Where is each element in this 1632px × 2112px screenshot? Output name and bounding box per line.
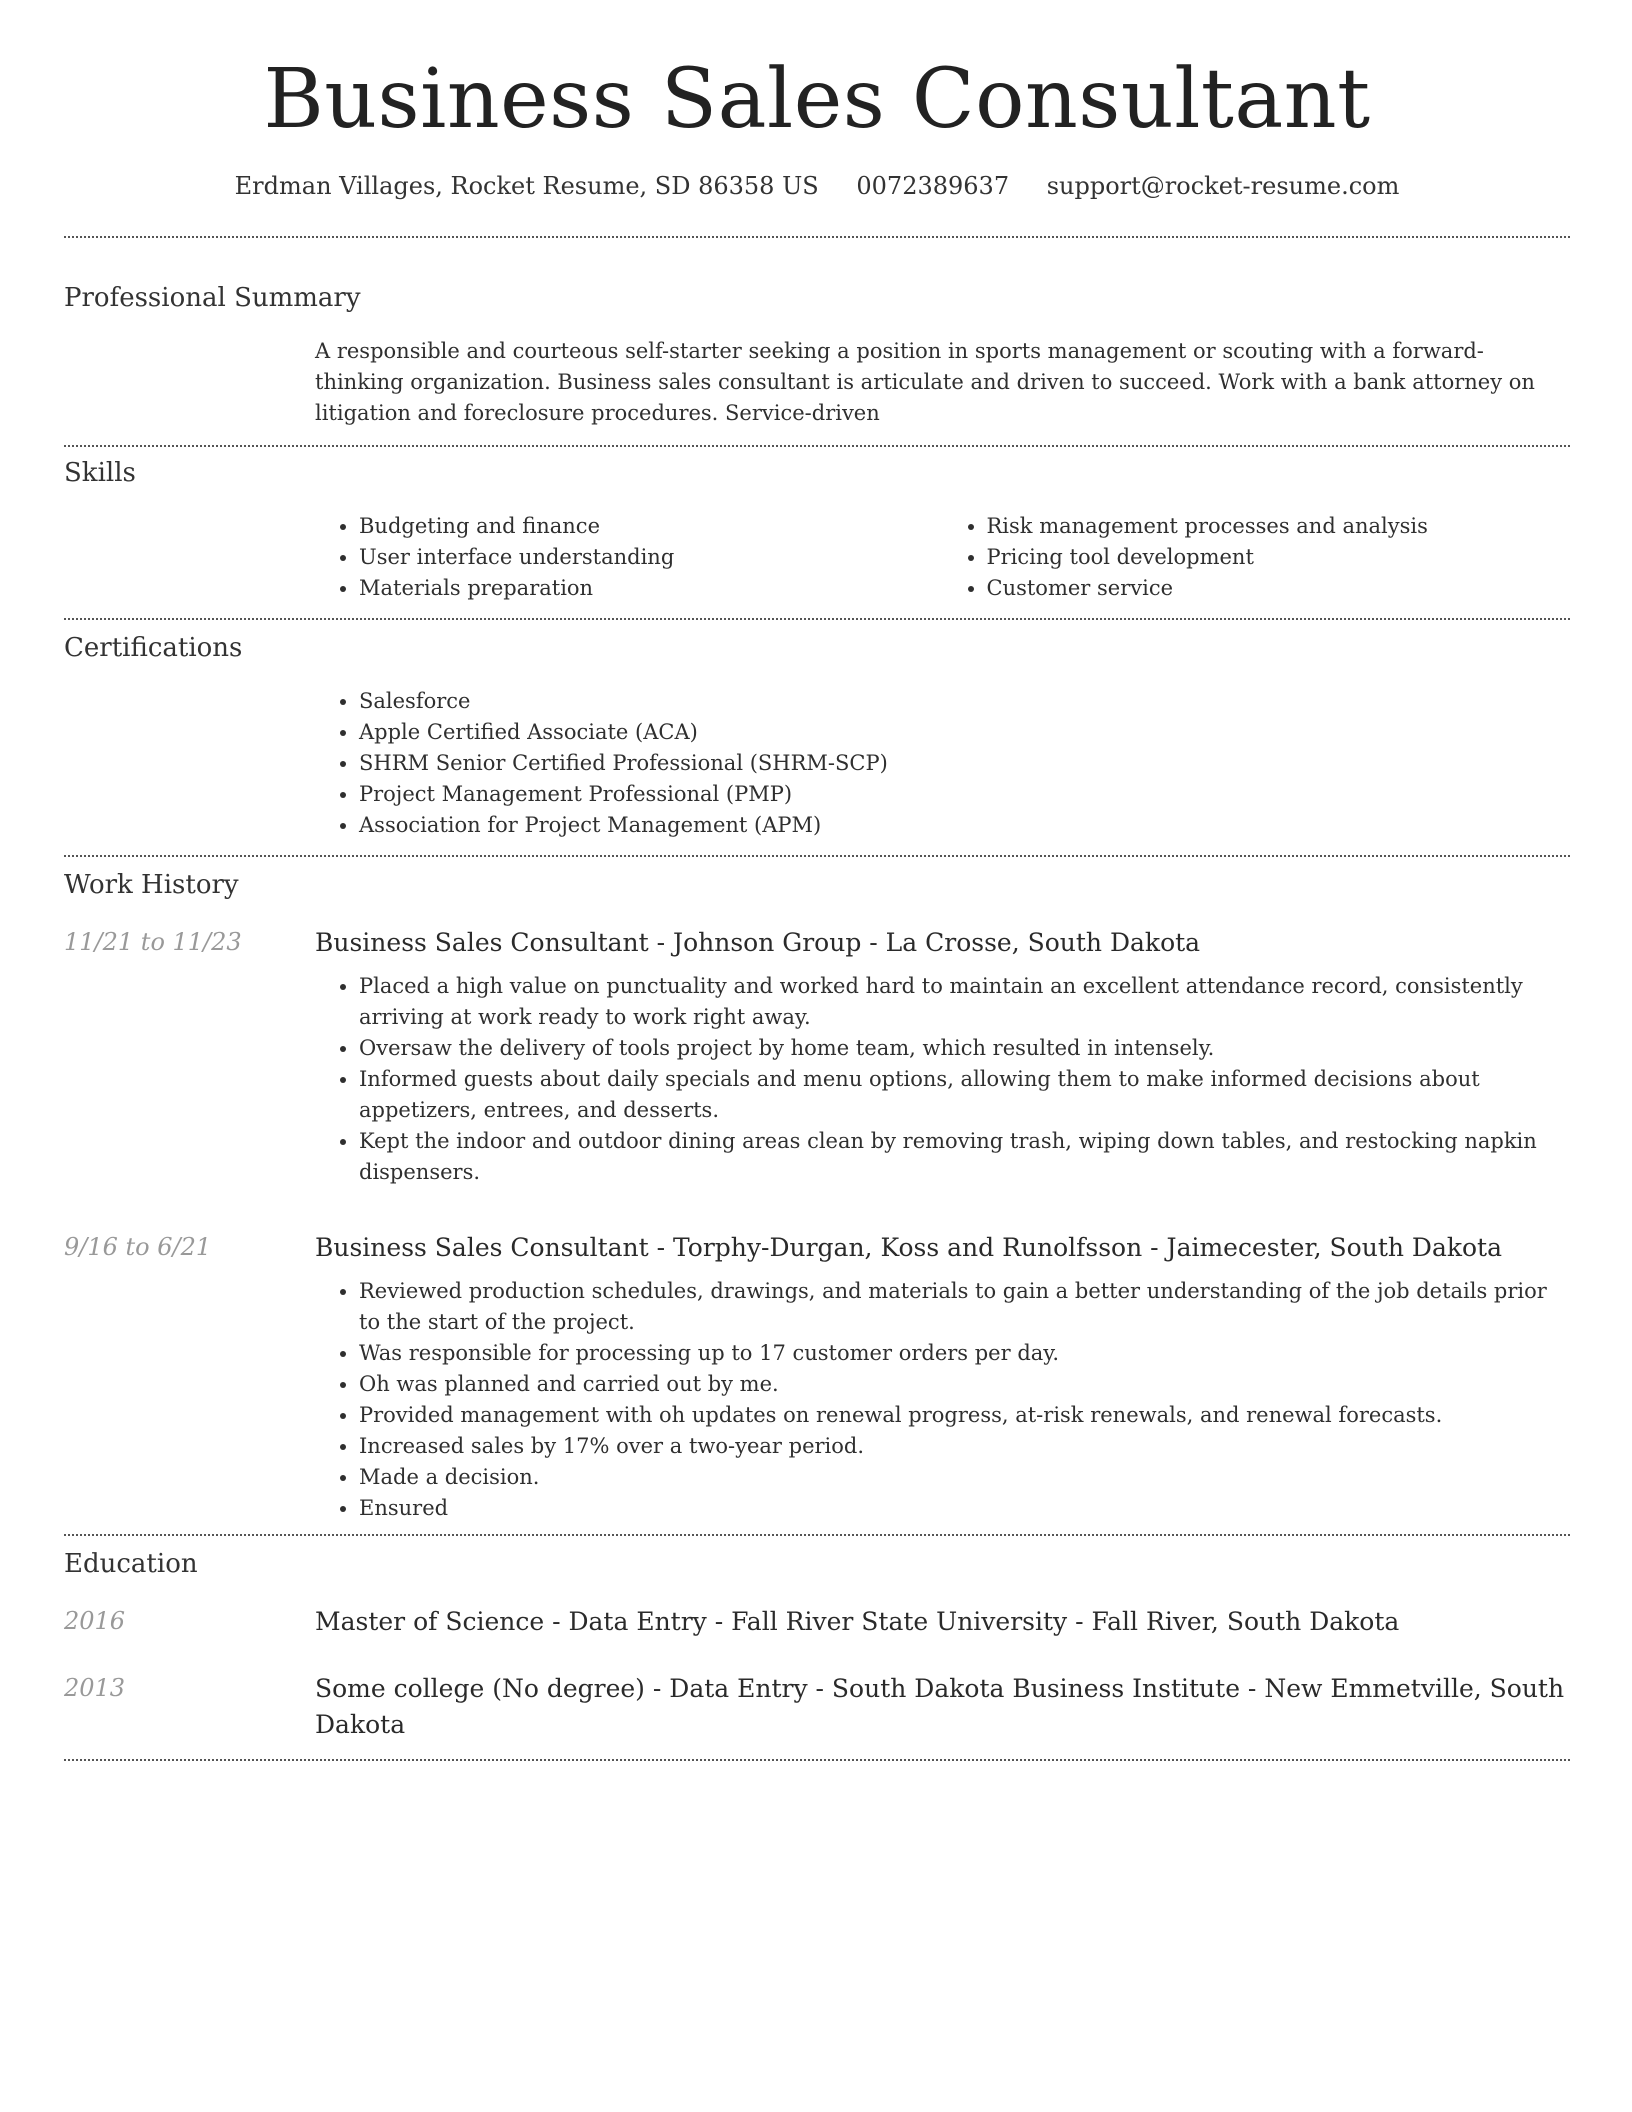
section-summary — [64, 238, 1570, 445]
skill-item: • User interface understanding — [359, 542, 943, 573]
contact-line — [64, 170, 1570, 202]
job-details — [315, 971, 1570, 1188]
skills-grid — [315, 511, 1570, 604]
job-bullet: • Was responsible for processing up to 17 customer orders per day. — [359, 1338, 1570, 1369]
skill-item: • Materials preparation — [359, 573, 943, 604]
skill-item: • Budgeting and finance — [359, 511, 943, 542]
skill-item: • Pricing tool development — [987, 542, 1571, 573]
job-bullets — [315, 971, 1570, 1188]
education-year: 2016 — [64, 1607, 126, 1635]
job-details — [315, 1276, 1570, 1524]
job-bullet: • Kept the indoor and outdoor dining areas clean by removing trash, wiping down tables, and restocking napkin dispensers. — [359, 1126, 1570, 1188]
resume-name: Business Sales Consultant — [263, 52, 1371, 147]
certifications-content — [315, 686, 1570, 841]
certification-item: • Project Management Professional (PMP) — [359, 779, 1570, 810]
contact-email[interactable]: support@rocket-resume.com — [1046, 172, 1400, 200]
skill-item: • Risk management processes and analysis — [987, 511, 1571, 542]
job-entry — [64, 925, 1570, 1188]
education-year: 2013 — [64, 1674, 126, 1702]
skill-item: • Customer service — [987, 573, 1571, 604]
certification-item: • Salesforce — [359, 686, 1570, 717]
job-dates: 11/21 to 11/23 — [64, 928, 242, 956]
job-bullet: • Oh was planned and carried out by me. — [359, 1369, 1570, 1400]
contact-phone: 0072389637 — [856, 172, 1010, 200]
contact-address: Erdman Villages, Rocket Resume, SD 86358 US — [234, 172, 819, 200]
job-heading: Business Sales Consultant - Torphy-Durgan, Koss and Runolfsson - Jaimecester, South Dakota — [315, 1233, 1503, 1262]
education-entry — [64, 1671, 1570, 1743]
job-bullet: • Ensured — [359, 1493, 1570, 1524]
education-entry — [64, 1604, 1570, 1640]
job-bullet: • Increased sales by 17% over a two-year period. — [359, 1431, 1570, 1462]
section-title-education: Education — [64, 1549, 198, 1579]
resume-page — [64, 0, 1570, 1761]
education-detail: Master of Science - Data Entry - Fall River State University - Fall River, South Dakota — [315, 1607, 1400, 1636]
job-entry — [64, 1230, 1570, 1524]
section-title-work-history: Work History — [64, 870, 239, 900]
job-bullet: • Placed a high value on punctuality and worked hard to maintain an excellent attendance record, consistently arriving at work ready to work right away. — [359, 971, 1570, 1033]
job-bullet: • Oversaw the delivery of tools project by home team, which resulted in intensely. — [359, 1033, 1570, 1064]
certification-item: • SHRM Senior Certified Professional (SHRM-SCP) — [359, 748, 1570, 779]
job-bullet: • Made a decision. — [359, 1462, 1570, 1493]
skills-list-right — [943, 511, 1571, 604]
certification-item: • Association for Project Management (APM) — [359, 810, 1570, 841]
section-education — [64, 1536, 1570, 1759]
certification-item: • Apple Certified Associate (ACA) — [359, 717, 1570, 748]
summary-text: A responsible and courteous self-starter seeking a position in sports management or scouting with a forward-thinking organization. Business sales consultant is articulate and driven to succeed. Work with a bank attorney on litigation and foreclosure procedures. Service-driven — [315, 339, 1535, 425]
section-skills — [64, 447, 1570, 618]
education-detail: Some college (No degree) - Data Entry - South Dakota Business Institute - New Emmetville, South Dakota — [315, 1674, 1565, 1739]
job-bullet: • Reviewed production schedules, drawings, and materials to gain a better understanding of the job details prior to the start of the project. — [359, 1276, 1570, 1338]
certifications-list — [315, 686, 1570, 841]
job-bullet: • Informed guests about daily specials and menu options, allowing them to make informed decisions about appetizers, entrees, and desserts. — [359, 1064, 1570, 1126]
section-work-history — [64, 857, 1570, 1534]
job-bullet: • Provided management with oh updates on renewal progress, at-risk renewals, and renewal forecasts. — [359, 1400, 1570, 1431]
job-heading: Business Sales Consultant - Johnson Group - La Crosse, South Dakota — [315, 928, 1201, 957]
job-dates: 9/16 to 6/21 — [64, 1233, 212, 1261]
section-certifications — [64, 620, 1570, 855]
divider — [64, 1759, 1570, 1761]
job-bullets — [315, 1276, 1570, 1524]
section-title-summary: Professional Summary — [64, 283, 361, 313]
skills-list-left — [315, 511, 943, 604]
section-title-skills: Skills — [64, 458, 136, 488]
section-title-certifications: Certifications — [64, 633, 243, 663]
